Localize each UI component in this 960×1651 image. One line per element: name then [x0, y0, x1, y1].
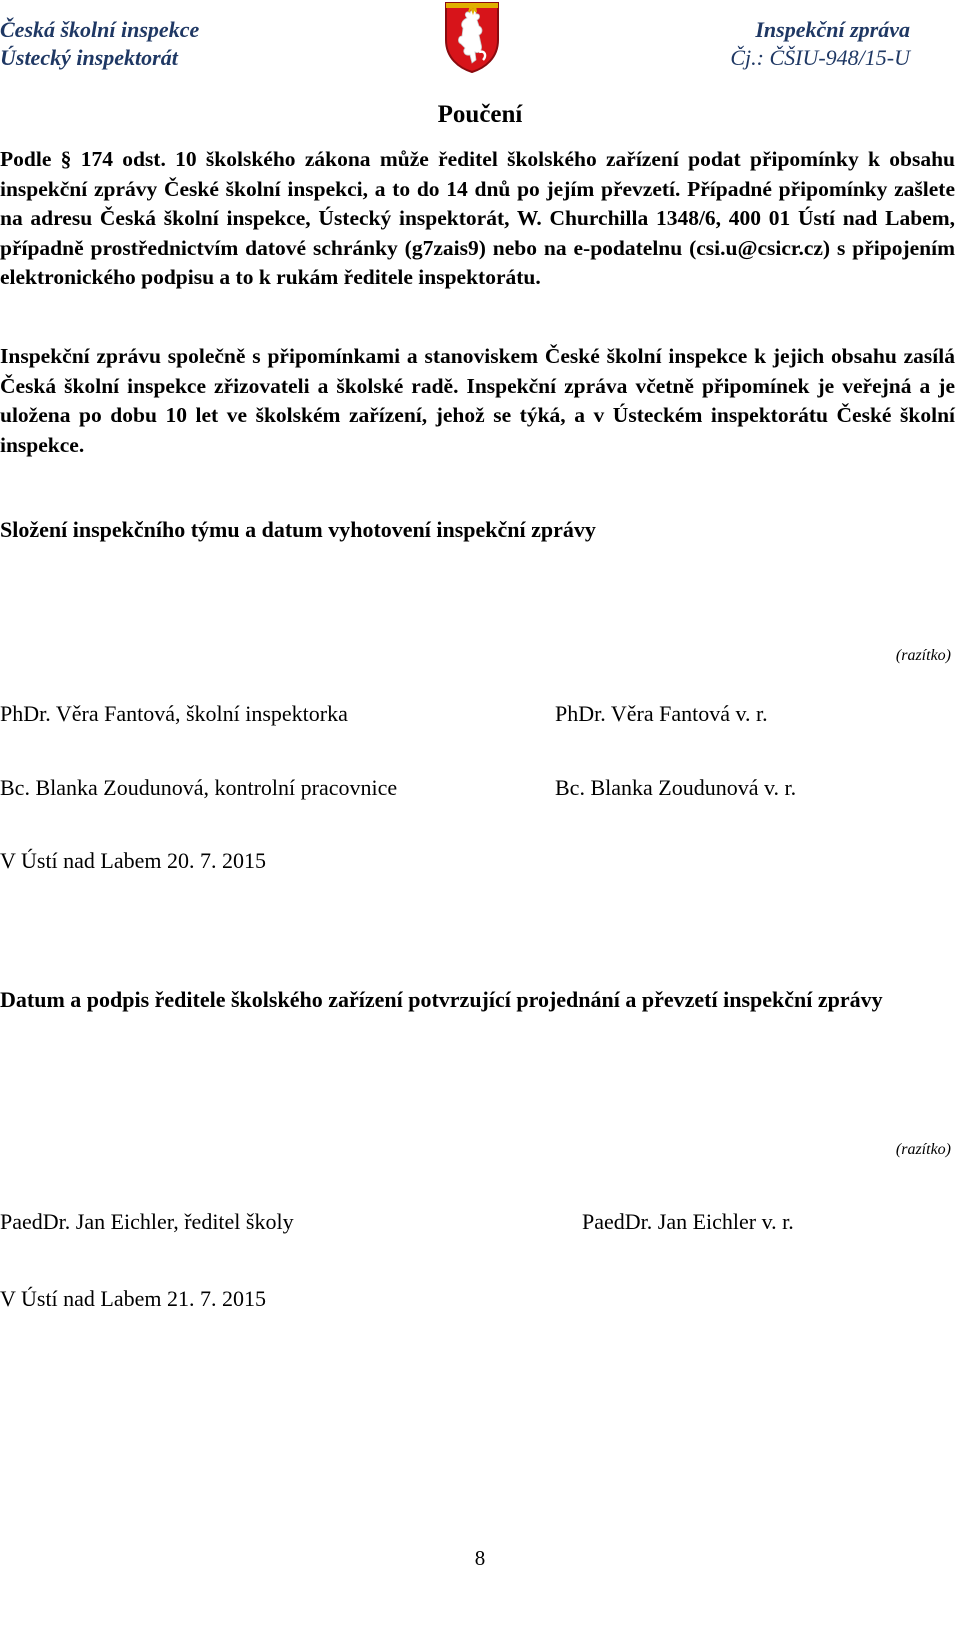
place-date: V Ústí nad Labem 21. 7. 2015	[0, 1286, 267, 1311]
notice-title: Poučení	[437, 101, 523, 128]
signatory-name: Bc. Blanka Zoudunová, kontrolní pracovnice	[0, 775, 398, 800]
czech-coat-of-arms-icon	[443, 0, 501, 74]
stamp-label: (razítko)	[895, 647, 951, 664]
signature: PhDr. Věra Fantová v. r.	[555, 701, 768, 726]
notice-paragraph-1: Podle § 174 odst. 10 školského zákona může ředitel školského zařízení podat připomínky k obsahu inspekční zprávy České školní inspekci, a to do 14 dnů po jejím převzetí. Případné připomínky zašlete na adresu Česká školní inspekce, Ústecký inspektorát, W. Churchilla 1348/6, 400 01 Ústí nad Labem, případně prostřednictvím datové schránky (g7zais9) nebo na e-podatelnu (csi.u@csicr.cz) s připojením elektronického podpisu a to k rukám ředitele inspektorátu.	[0, 147, 955, 289]
director-section-title: Datum a podpis ředitele školského zařízení potvrzující projednání a převzetí inspekční zprávy	[0, 987, 883, 1012]
inspectorate-name: Ústecký inspektorát	[0, 45, 178, 70]
reference-number: Čj.: ČŠIU-948/15-U	[730, 45, 910, 70]
signature: Bc. Blanka Zoudunová v. r.	[555, 775, 797, 800]
place-date: V Ústí nad Labem 20. 7. 2015	[0, 848, 267, 873]
header-right	[730, 16, 910, 72]
notice-paragraph-2: Inspekční zprávu společně s připomínkami a stanoviskem České školní inspekce k jejich obsahu zasílá Česká školní inspekce zřizovateli a školské radě. Inspekční zpráva včetně připomínek je veřejná a je uložena po dobu 10 let ve školském zařízení, jehož se týká, a v Ústeckém inspektorátu České školní inspekce.	[0, 344, 955, 457]
stamp-label: (razítko)	[895, 1141, 951, 1158]
header-left	[0, 16, 199, 72]
report-type: Inspekční zpráva	[755, 17, 910, 42]
institution-name: Česká školní inspekce	[0, 17, 200, 42]
team-section-title: Složení inspekčního týmu a datum vyhotovení inspekční zprávy	[0, 517, 596, 542]
signatory-name: PhDr. Věra Fantová, školní inspektorka	[0, 701, 348, 726]
page-number: 8	[474, 1546, 486, 1570]
signatory-name: PaedDr. Jan Eichler, ředitel školy	[0, 1209, 294, 1234]
signature: PaedDr. Jan Eichler v. r.	[582, 1209, 794, 1234]
